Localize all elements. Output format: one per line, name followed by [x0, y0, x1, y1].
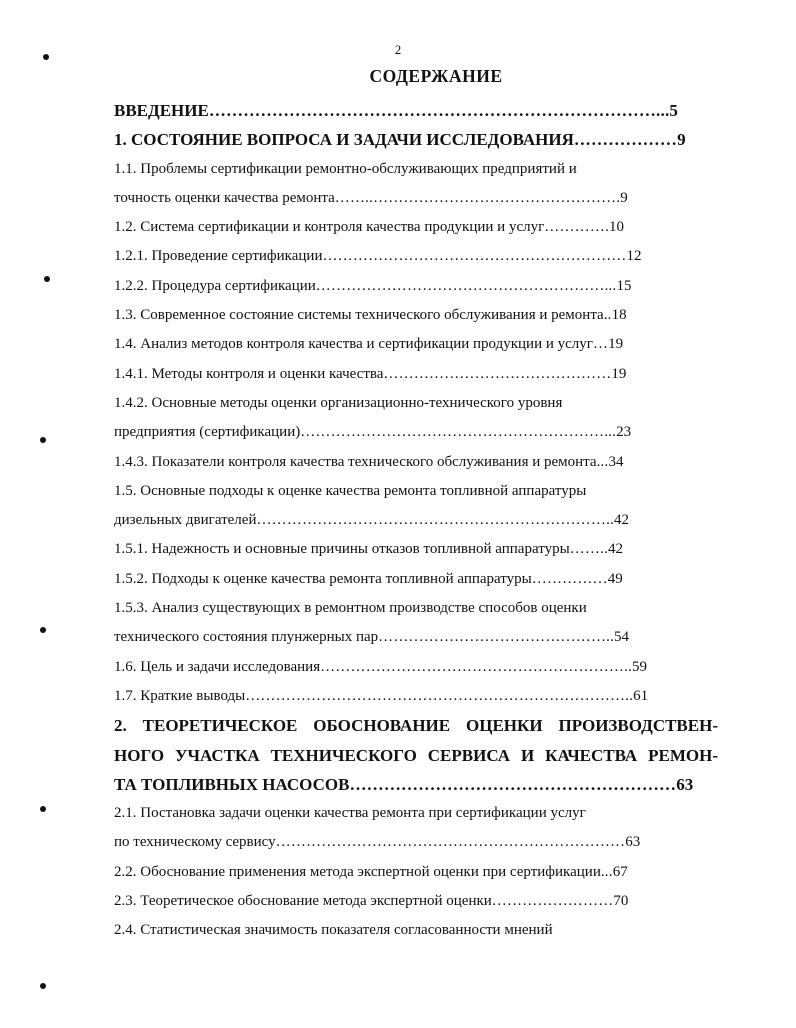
toc-entry — [114, 916, 718, 945]
toc-entry-title: 2.3. Теоретическое обоснование метода экспертной оценки — [114, 893, 492, 910]
toc-entry — [114, 828, 718, 857]
toc-leader-dots: …………………………………………………… — [322, 248, 627, 265]
toc-entry-title: ВВЕДЕНИЕ — [114, 101, 209, 120]
toc-page-number: 63 — [625, 834, 641, 851]
toc-entry-title: 1.4.2. Основные методы оценки организационно-технического уровня — [114, 394, 563, 411]
toc-entry-title: 1.4.3. Показатели контроля качества технического обслуживания и ремонта — [114, 453, 597, 470]
toc-page-number: 54 — [614, 629, 630, 646]
toc-entry — [114, 535, 718, 564]
toc-page-number: 42 — [613, 512, 629, 529]
toc-entry-title: 1.3. Современное состояние системы технического обслуживания и ремонта — [114, 307, 604, 324]
toc-entry-title: 2.2. Обоснование применения метода экспертной оценки при сертификации — [114, 863, 601, 880]
toc-entry — [114, 858, 718, 887]
toc-entry — [114, 360, 718, 389]
toc-page-number: 61 — [633, 687, 649, 704]
toc-leader-dots: ... — [596, 453, 609, 470]
toc-entry-title: 1. СОСТОЯНИЕ ВОПРОСА И ЗАДАЧИ ИССЛЕДОВАНИЯ — [114, 130, 574, 150]
toc-entry-title: 1.6. Цель и задачи исследования — [114, 658, 321, 675]
toc-leader-dots: ………………………………………………… — [349, 774, 677, 794]
toc-leader-dots: …….. — [569, 541, 608, 558]
toc-page-number: 15 — [616, 277, 632, 294]
toc-leader-dots: …………… — [531, 570, 608, 587]
toc-entry — [114, 155, 718, 184]
toc-entry-title: 2.1. Постановка задачи оценки качества ремонта при сертификации услуг — [114, 805, 586, 822]
toc-entry-title: технического состояния плунжерных пар — [114, 629, 379, 646]
toc-entry — [114, 887, 718, 916]
toc-leader-dots: ……..…………………………………………. — [334, 189, 621, 206]
toc-leader-dots: …………………………………………………….. — [320, 658, 633, 675]
toc-entry-title: 1.2.2. Процедура сертификации — [114, 277, 316, 294]
page-number: 2 — [394, 42, 402, 57]
toc-entry-title: 1.7. Краткие выводы — [114, 687, 246, 704]
toc-page-number: 49 — [607, 570, 623, 587]
toc-entry — [114, 125, 718, 154]
toc-leader-dots: …………………… — [491, 893, 614, 910]
toc-page-number: 59 — [632, 658, 648, 675]
toc-entry — [114, 799, 718, 828]
toc-page-number: 10 — [609, 219, 625, 236]
toc-leader-dots: …………………………………………………………… — [275, 834, 626, 851]
toc-page-number: 9 — [677, 130, 686, 150]
toc-entry — [114, 711, 718, 740]
toc-entry — [114, 565, 718, 594]
toc-entry-title: 1.4.1. Методы контроля и оценки качества — [114, 365, 384, 382]
toc-entry-title: 1.5.1. Надежность и основные причины отказов топливной аппаратуры — [114, 541, 570, 558]
toc-page-number: 19 — [608, 336, 624, 353]
toc-leader-dots: ……………… — [573, 130, 678, 150]
toc-entry — [114, 741, 718, 770]
toc-leader-dots: …………. — [544, 219, 610, 236]
toc-leader-dots: ……………………………………………………... — [300, 424, 617, 441]
toc-entry-title: ТА ТОПЛИВНЫХ НАСОСОВ — [114, 774, 350, 794]
toc-entry-title: дизельных двигателей — [114, 512, 257, 529]
toc-leader-dots: … — [592, 336, 609, 353]
toc-entry — [114, 418, 718, 447]
toc-page-number: 34 — [608, 453, 624, 470]
scan-dot — [40, 983, 46, 989]
toc-entry — [114, 242, 718, 271]
scan-dot — [40, 627, 46, 633]
scan-dot — [40, 806, 46, 812]
toc-entry-title: 1.5.2. Подходы к оценке качества ремонта топливной аппаратуры — [114, 570, 532, 587]
page-title: СОДЕРЖАНИЕ — [369, 66, 503, 86]
toc-entry — [114, 623, 718, 652]
toc-entry — [114, 389, 718, 418]
toc-entry-title: предприятия (сертификации) — [114, 424, 301, 441]
toc-page-number: 67 — [612, 863, 628, 880]
toc-entry — [114, 653, 718, 682]
toc-entry — [114, 506, 718, 535]
toc-leader-dots: ……………………………………… — [383, 365, 612, 382]
toc-page-number: 23 — [616, 424, 632, 441]
toc-leader-dots: ……………………………………………………………………... — [208, 101, 670, 120]
toc-leader-dots: ... — [600, 863, 613, 880]
toc-leader-dots: .. — [603, 307, 612, 324]
toc-page-number: 9 — [620, 189, 628, 206]
table-of-contents — [114, 96, 718, 946]
toc-entry-title: 2.4. Статистическая значимость показателя согласованности мнений — [114, 922, 553, 939]
toc-page-number: 5 — [669, 101, 678, 120]
toc-entry — [114, 770, 718, 799]
toc-entry — [114, 682, 718, 711]
toc-entry — [114, 594, 718, 623]
toc-entry-title: НОГО УЧАСТКА ТЕХНИЧЕСКОГО СЕРВИСА И КАЧЕСТВА РЕМОН- — [114, 745, 718, 765]
toc-leader-dots: …………………………………………………... — [315, 277, 617, 294]
toc-entry — [114, 184, 718, 213]
toc-entry-title: 1.1. Проблемы сертификации ремонтно-обслуживающих предприятий и — [114, 160, 577, 177]
toc-entry-title: 2. ТЕОРЕТИЧЕСКОЕ ОБОСНОВАНИЕ ОЦЕНКИ ПРОИЗВОДСТВЕН- — [114, 716, 718, 736]
toc-entry-title: 1.5.3. Анализ существующих в ремонтном производстве способов оценки — [114, 600, 587, 617]
toc-leader-dots: ………………………………………………………………….. — [245, 687, 634, 704]
toc-leader-dots: ……………………………………….. — [378, 629, 615, 646]
toc-leader-dots: …………………………………………………………….. — [256, 512, 614, 529]
toc-entry — [114, 301, 718, 330]
toc-entry — [114, 477, 718, 506]
toc-entry-title: по техническому сервису — [114, 834, 276, 851]
toc-entry-title: 1.2.1. Проведение сертификации — [114, 248, 323, 265]
toc-entry — [114, 96, 718, 125]
toc-entry-title: 1.2. Система сертификации и контроля качества продукции и услуг — [114, 219, 545, 236]
toc-entry — [114, 448, 718, 477]
toc-entry-title: точность оценки качества ремонта — [114, 189, 335, 206]
toc-entry — [114, 213, 718, 242]
toc-entry — [114, 272, 718, 301]
toc-page-number: 18 — [611, 307, 627, 324]
toc-page-number: 63 — [676, 774, 694, 794]
toc-entry-title: 1.4. Анализ методов контроля качества и сертификации продукции и услуг — [114, 336, 593, 353]
toc-page-number: 19 — [611, 365, 627, 382]
toc-page-number: 12 — [626, 248, 642, 265]
toc-entry-title: 1.5. Основные подходы к оценке качества ремонта топливной аппаратуры — [114, 482, 587, 499]
scan-dot — [40, 437, 46, 443]
toc-page-number: 42 — [607, 541, 623, 558]
toc-page-number: 70 — [613, 893, 629, 910]
toc-entry — [114, 330, 718, 359]
scan-dot — [44, 276, 50, 282]
